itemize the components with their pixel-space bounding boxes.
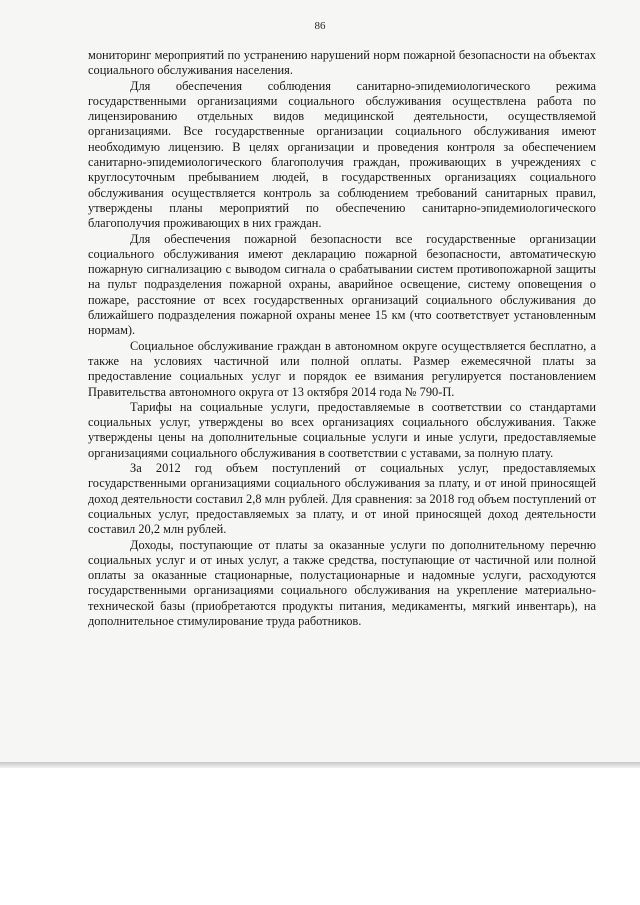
paragraph-fire-safety-monitoring: мониторинг мероприятий по устранению нарушений норм пожарной безопасности на объектах социального обслуживания населения. xyxy=(88,48,596,78)
page-edge-shadow xyxy=(0,762,640,768)
paragraph-income-usage: Доходы, поступающие от платы за оказанные услуги по дополнительному перечню социальных услуг и от иных услуг, а также средства, поступающие от частичной или полной оплаты за оказанные стационарные, полустационарные и надомные услуги, расходуются государственными организациями социального обслуживания на укрепление материально-технической базы (приобретаются продукты питания, медикаменты, мягкий инвентарь), на дополнительное стимулирование труда работников. xyxy=(88,537,596,628)
paragraph-fire-safety: Для обеспечения пожарной безопасности все государственные организации социального обслуживания имеют декларацию пожарной безопасности, автоматическую пожарную сигнализацию с выводом сигнала о срабатывании систем противопожарной защиты на пульт подразделения пожарной охраны, аварийное освещение, систему оповещения о пожаре, расстояние от всех государственных организаций социального обслуживания до ближайшего подразделения пожарной охраны менее 15 км (что соответствует установленным нормам). xyxy=(88,231,596,338)
paragraph-sanitary-regime: Для обеспечения соблюдения санитарно-эпидемиологического режима государственными организациями социального обслуживания осуществлена работа по лицензированию отдельных видов медицинской деятельности, осуществляемой организациями. Все государственные организации социального обслуживания имеют необходимую лицензию. В целях организации и проведения контроля за обеспечением санитарно-эпидемиологического благополучия граждан, проживающих в учреждениях с круглосуточным пребыванием людей, в государственных организациях социального обслуживания осуществляется контроль за соблюдением требований санитарных правил, утверждены планы мероприятий по обеспечению санитарно-эпидемиологического благополучия проживающих в них граждан. xyxy=(88,78,596,231)
document-body xyxy=(88,48,596,629)
paragraph-payment-terms: Социальное обслуживание граждан в автономном округе осуществляется бесплатно, а также на условиях частичной или полной оплаты. Размер ежемесячной платы за предоставление социальных услуг и порядок ее взимания регулируется постановлением Правительства автономного округа от 13 октября 2014 года № 790-П. xyxy=(88,338,596,399)
paragraph-tariffs: Тарифы на социальные услуги, предоставляемые в соответствии со стандартами социальных услуг, утверждены во всех организациях социального обслуживания. Также утверждены цены на дополнительные социальные услуги и иные услуги, предоставляемые организациями социального обслуживания в соответствии с уставами, за полную плату. xyxy=(88,399,596,460)
paragraph-revenue-comparison: За 2012 год объем поступлений от социальных услуг, предоставляемых государственными организациями социального обслуживания за плату, и от иной приносящей доход деятельности составил 2,8 млн рублей. Для сравнения: за 2018 год объем поступлений от социальных услуг, предоставляемых за плату, и от иной приносящей доход деятельности составил 20,2 млн рублей. xyxy=(88,461,596,537)
page-number: 86 xyxy=(314,20,326,32)
